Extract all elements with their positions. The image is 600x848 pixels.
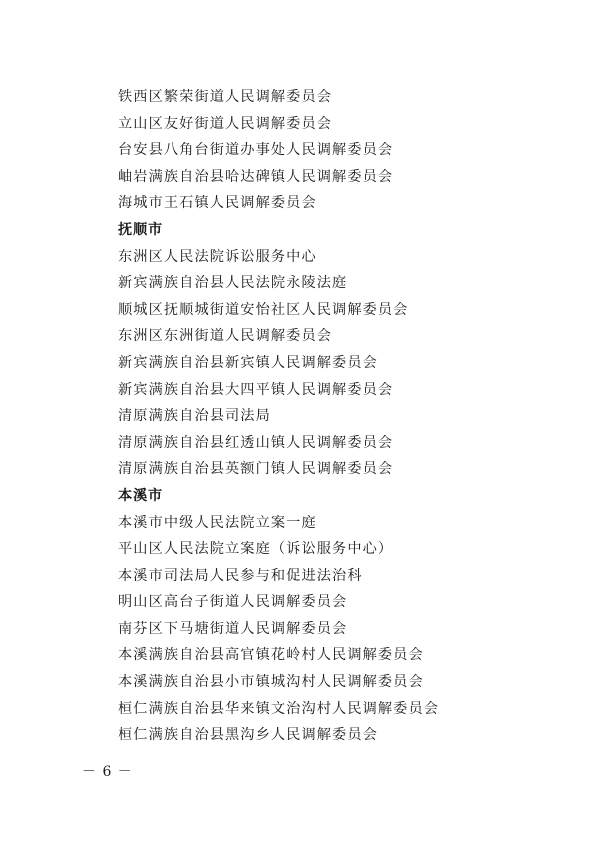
- list-item: 东洲区东洲街道人民调解委员会: [118, 328, 333, 345]
- list-item: 东洲区人民法院诉讼服务中心: [118, 248, 317, 265]
- list-item: 新宾满族自治县人民法院永陵法庭: [118, 275, 348, 292]
- list-item: 新宾满族自治县大四平镇人民调解委员会: [118, 381, 394, 398]
- list-item: 本溪市司法局人民参与和促进法治科: [118, 567, 363, 584]
- list-item: 新宾满族自治县新宾镇人民调解委员会: [118, 354, 378, 371]
- list-item: 顺城区抚顺城街道安怡社区人民调解委员会: [118, 301, 409, 318]
- list-item: 清原满族自治县红透山镇人民调解委员会: [118, 434, 394, 451]
- section-heading: 本溪市: [118, 487, 163, 504]
- list-item: 台安县八角台街道办事处人民调解委员会: [118, 142, 394, 159]
- list-item: 铁西区繁荣街道人民调解委员会: [118, 89, 333, 105]
- list-item: 本溪满族自治县高官镇花岭村人民调解委员会: [118, 647, 424, 664]
- list-item: 本溪满族自治县小市镇城沟村人民调解委员会: [118, 674, 424, 691]
- list-item: 明山区高台子街道人民调解委员会: [118, 594, 348, 611]
- list-item: 桓仁满族自治县华来镇文治沟村人民调解委员会: [118, 700, 440, 717]
- list-item: 平山区人民法院立案庭（诉讼服务中心）: [118, 541, 394, 558]
- list-item: 岫岩满族自治县哈达碑镇人民调解委员会: [118, 168, 394, 185]
- list-item: 清原满族自治县英额门镇人民调解委员会: [118, 461, 394, 478]
- list-item: 清原满族自治县司法局: [118, 408, 271, 425]
- list-item: 海城市王石镇人民调解委员会: [118, 195, 317, 212]
- page-number: － 6 －: [82, 764, 133, 780]
- section-heading: 抚顺市: [118, 221, 163, 238]
- list-item: 桓仁满族自治县黑沟乡人民调解委员会: [118, 727, 378, 744]
- list-item: 立山区友好街道人民调解委员会: [118, 115, 333, 132]
- organization-list: [118, 84, 558, 749]
- list-item: 本溪市中级人民法院立案一庭: [118, 514, 317, 531]
- list-item: 南芬区下马塘街道人民调解委员会: [118, 620, 348, 637]
